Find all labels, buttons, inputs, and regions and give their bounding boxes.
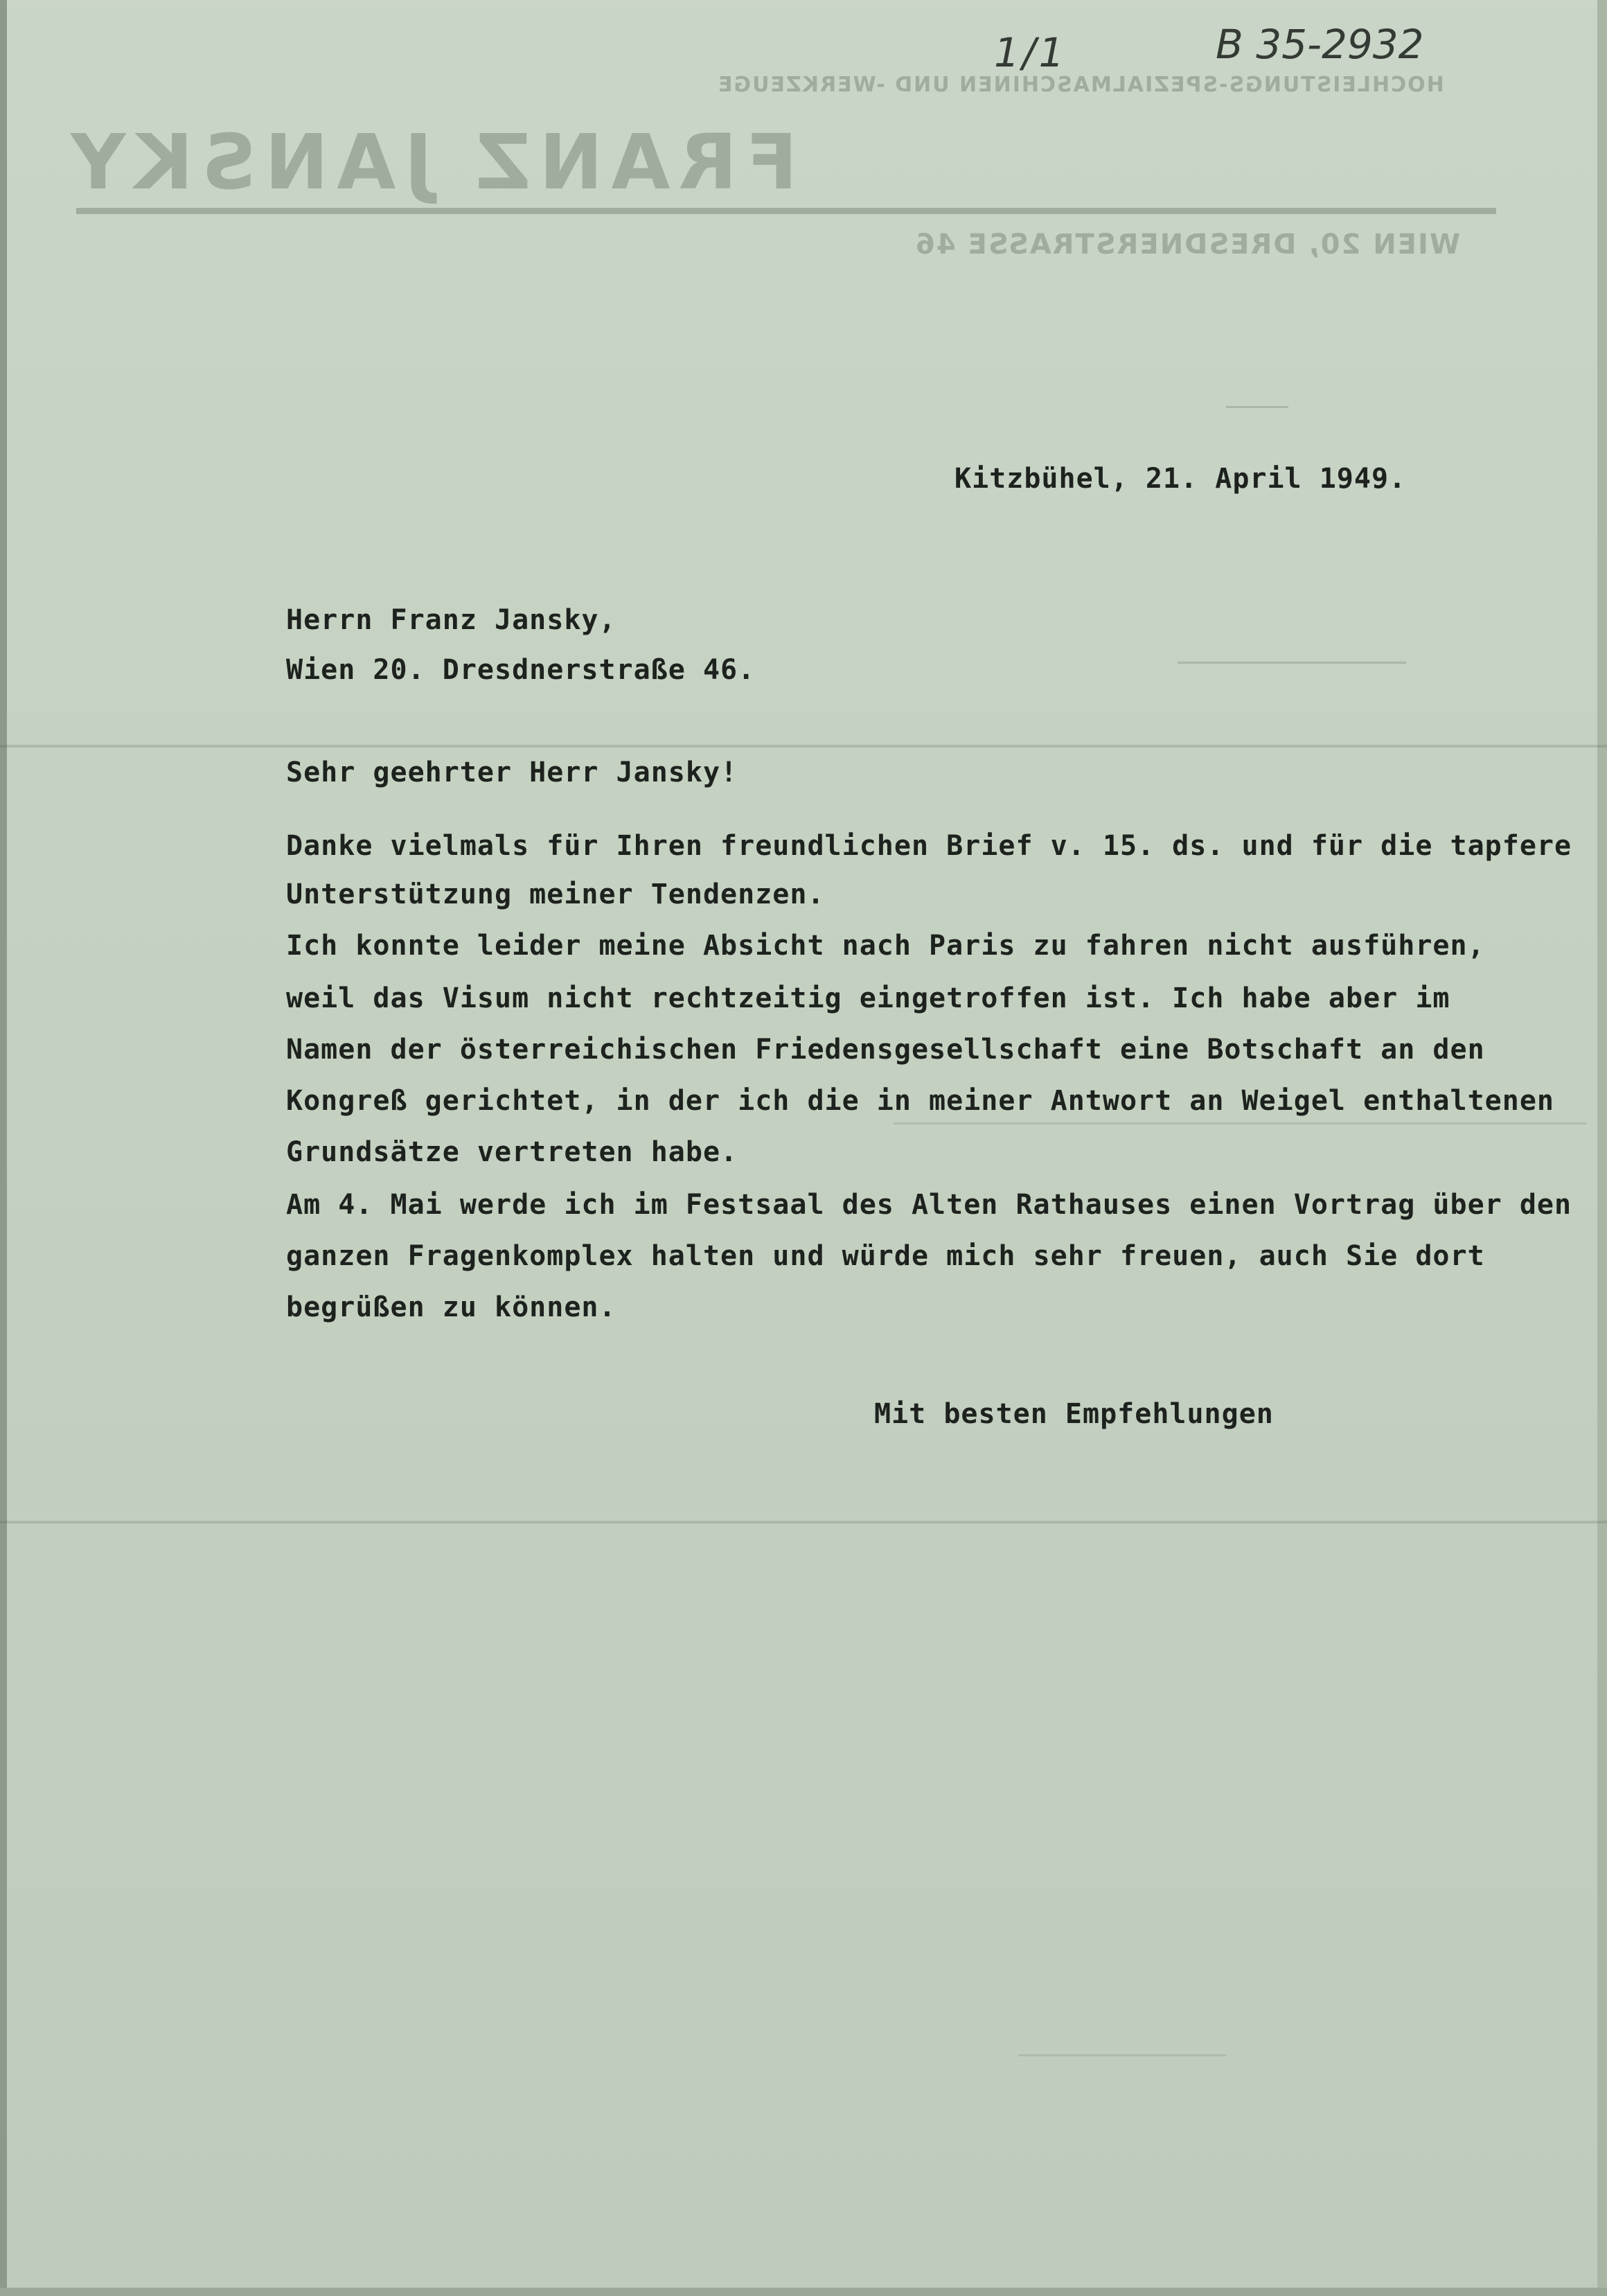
letter-body-line: Namen der österreichischen Friedensgesellschaft eine Botschaft an den <box>286 1034 1485 1066</box>
recipient-name: Herrn Franz Jansky, <box>286 604 616 636</box>
paper-fold-line <box>0 745 1607 748</box>
letter-body-line: begrüßen zu können. <box>286 1291 616 1323</box>
letterhead-company: FRANZ JANSKY <box>62 118 798 206</box>
letterhead-address: WIEN 20, DRESDNERSTRASSE 46 <box>914 229 1461 260</box>
letter-body-line: Am 4. Mai werde ich im Festsaal des Alten Rathauses einen Vortrag über den <box>286 1189 1572 1221</box>
letter-body-line: Ich konnte leider meine Absicht nach Paris zu fahren nicht ausführen, <box>286 930 1485 962</box>
scan-edge-left <box>0 0 7 2296</box>
letter-body-line: Unterstützung meiner Tendenzen. <box>286 878 825 910</box>
bleed-through-mark <box>1178 641 1406 664</box>
scan-edge-right <box>1597 0 1607 2296</box>
recipient-address: Wien 20. Dresdnerstraße 46. <box>286 654 756 686</box>
letter-closing: Mit besten Empfehlungen <box>874 1398 1274 1430</box>
letterhead-tagline: HOCHLEISTUNGS-SPEZIALMASCHINEN UND -WERKZEUGE <box>717 73 1444 97</box>
bleed-through-mark <box>1018 2054 1226 2056</box>
letter-place-date: Kitzbühel, 21. April 1949. <box>955 463 1407 495</box>
letter-body-line: weil das Visum nicht rechtzeitig eingetroffen ist. Ich habe aber im <box>286 982 1450 1014</box>
bleed-through-mark <box>894 1122 1586 1124</box>
letter-salutation: Sehr geehrter Herr Jansky! <box>286 757 738 788</box>
bleed-through-mark <box>1226 388 1288 408</box>
letterhead-rule <box>76 208 1496 214</box>
scan-edge-bottom <box>0 2288 1607 2296</box>
page-count-annotation: 1/1 <box>994 29 1067 76</box>
letter-body-line: ganzen Fragenkomplex halten und würde mich sehr freuen, auch Sie dort <box>286 1240 1485 1272</box>
letter-body-line: Danke vielmals für Ihren freundlichen Brief v. 15. ds. und für die tapfere <box>286 830 1572 862</box>
paper-fold-line <box>0 1521 1607 1524</box>
letter-body-line: Kongreß gerichtet, in der ich die in meiner Antwort an Weigel enthaltenen <box>286 1085 1554 1117</box>
archive-number-annotation: B 35-2932 <box>1216 21 1424 68</box>
letter-body-line: Grundsätze vertreten habe. <box>286 1136 738 1168</box>
